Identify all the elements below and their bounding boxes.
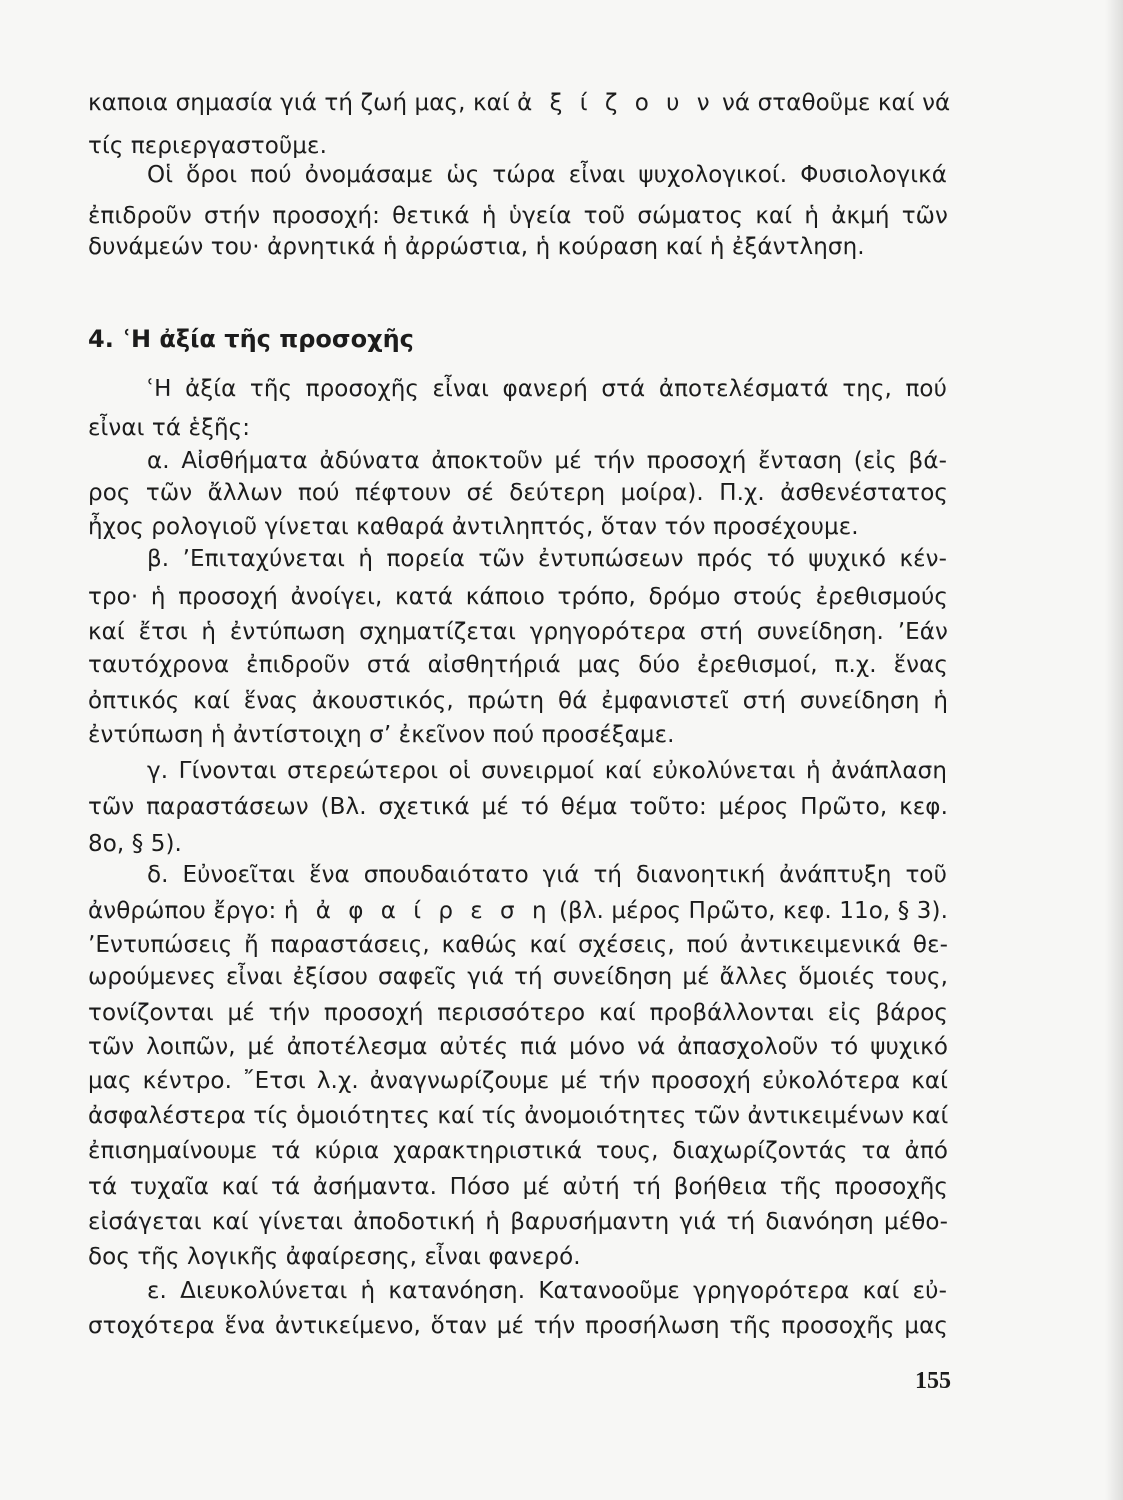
text-line: τρο· ἡ προσοχή ἀνοίγει, κατά κάποιο τρόπο, δρόμο στούς ἐρεθισμούς bbox=[88, 584, 948, 610]
list-item-b: β. ʼΕπιταχύνεται ἡ πορεία τῶν ἐντυπώσεων πρός τό ψυχικό κέν- bbox=[147, 546, 947, 572]
text-line: ρος τῶν ἄλλων πού πέφτουν σέ δεύτερη μοίρα). Π.χ. ἀσθενέστατος bbox=[88, 480, 948, 506]
text-line: ʼΕντυπώσεις ἤ παραστάσεις, καθώς καί σχέσεις, πού ἀντικειμενικά θε- bbox=[88, 932, 948, 958]
text-line: ἐντύπωση ἡ ἀντίστοιχη σ’ ἐκεῖνον πού προσέξαμε. bbox=[88, 722, 675, 748]
text-line: δυνάμεών του· ἀρνητικά ἡ ἀρρώστια, ἡ κούραση καί ἡ ἐξάντληση. bbox=[88, 234, 865, 260]
text-line: ἐπισημαίνουμε τά κύρια χαρακτηριστικά τους, διαχωρίζοντάς τα ἀπό bbox=[88, 1138, 948, 1164]
text-line: καί ἔτσι ἡ ἐντύπωση σχηματίζεται γρηγορότερα στή συνείδηση. ʼΕάν bbox=[88, 619, 948, 645]
text-line: μας κέντρο. ῎Ετσι λ.χ. ἀναγνωρίζουμε μέ τήν προσοχή εὐκολότερα καί bbox=[88, 1068, 948, 1094]
text-line: ἦχος ρολογιοῦ γίνεται καθαρά ἀντιληπτός, ὅταν τόν προσέχουμε. bbox=[88, 514, 859, 540]
text-line: τῶν λοιπῶν, μέ ἀποτέλεσμα αὐτές πιά μόνο νά ἀπασχολοῦν τό ψυχικό bbox=[88, 1034, 948, 1060]
text-line: Οἱ ὅροι πού ὀνομάσαμε ὡς τώρα εἶναι ψυχολογικοί. Φυσιολογικά bbox=[147, 162, 947, 188]
text-line: τονίζονται μέ τήν προσοχή περισσότερο καί προβάλλονται εἰς βάρος bbox=[88, 1000, 948, 1026]
text-line: ὀπτικός καί ἕνας ἀκουστικός, πρώτη θά ἐμφανιστεῖ στή συνείδηση ἡ bbox=[88, 688, 948, 714]
text-line: τῶν παραστάσεων (Βλ. σχετικά μέ τό θέμα τοῦτο: μέρος Πρῶτο, κεφ. bbox=[88, 794, 948, 820]
page-number: 155 bbox=[915, 1368, 951, 1394]
list-item-c: γ. Γίνονται στερεώτεροι οἱ συνειρμοί καί εὐκολύνεται ἡ ἀνάπλαση bbox=[147, 758, 947, 784]
list-item-e: ε. Διευκολύνεται ἡ κατανόηση. Κατανοοῦμε γρηγορότερα καί εὐ- bbox=[147, 1278, 947, 1304]
spaced-emphasis: ἀ ξ ί ζ ο υ ν bbox=[517, 90, 715, 116]
text-line: δος τῆς λογικῆς ἀφαίρεσης, εἶναι φανερό. bbox=[88, 1244, 581, 1270]
text-line: ἀνθρώπου ἔργο: ἡ ἀ φ α ί ρ ε σ η (βλ. μέρος Πρῶτο, κεφ. 11ο, § 3). bbox=[88, 898, 949, 924]
list-item-a: α. Αἰσθήματα ἀδύνατα ἀποκτοῦν μέ τήν προσοχή ἔνταση (εἰς βά- bbox=[147, 448, 947, 474]
text-line: ʿΗ ἀξία τῆς προσοχῆς εἶναι φανερή στά ἀποτελέσματά της, πού bbox=[147, 376, 947, 402]
text-line: ἐπιδροῦν στήν προσοχή: θετικά ἡ ὑγεία τοῦ σώματος καί ἡ ἀκμή τῶν bbox=[88, 203, 948, 229]
text-line: 8ο, § 5). bbox=[88, 831, 182, 857]
text-line: ωρούμενες εἶναι ἐξίσου σαφεῖς γιά τή συνείδηση μέ ἄλλες ὅμοιές τους, bbox=[88, 964, 948, 990]
text-line: ἀσφαλέστερα τίς ὁμοιότητες καί τίς ἀνομοιότητες τῶν ἀντικειμένων καί bbox=[88, 1103, 949, 1129]
list-item-d: δ. Εὐνοεῖται ἕνα σπουδαιότατο γιά τή διανοητική ἀνάπτυξη τοῦ bbox=[147, 862, 947, 888]
text-line: τίς περιεργαστοῦμε. bbox=[88, 133, 327, 159]
section-heading: 4. ʿΗ ἀξία τῆς προσοχῆς bbox=[88, 325, 414, 353]
text-line: ταυτόχρονα ἐπιδροῦν στά αἰσθητήριά μας δύο ἐρεθισμοί, π.χ. ἕνας bbox=[88, 652, 948, 678]
text-line: τά τυχαῖα καί τά ἀσήμαντα. Πόσο μέ αὐτή τή βοήθεια τῆς προσοχῆς bbox=[88, 1174, 948, 1200]
page-edge-shadow bbox=[1105, 0, 1123, 1500]
spaced-emphasis: ἡ ἀ φ α ί ρ ε σ η bbox=[283, 898, 552, 924]
text-line: στοχότερα ἕνα ἀντικείμενο, ὅταν μέ τήν προσήλωση τῆς προσοχῆς μας bbox=[88, 1313, 948, 1339]
text-line: εἶναι τά ἑξῆς: bbox=[88, 415, 251, 441]
text-line: εἰσάγεται καί γίνεται ἀποδοτική ἡ βαρυσήμαντη γιά τή διανόηση μέθο- bbox=[88, 1209, 948, 1235]
text-line: καποια σημασία γιά τή ζωή μας, καί ἀ ξ ί ζ ο υ ν νά σταθοῦμε καί νά bbox=[88, 90, 951, 116]
